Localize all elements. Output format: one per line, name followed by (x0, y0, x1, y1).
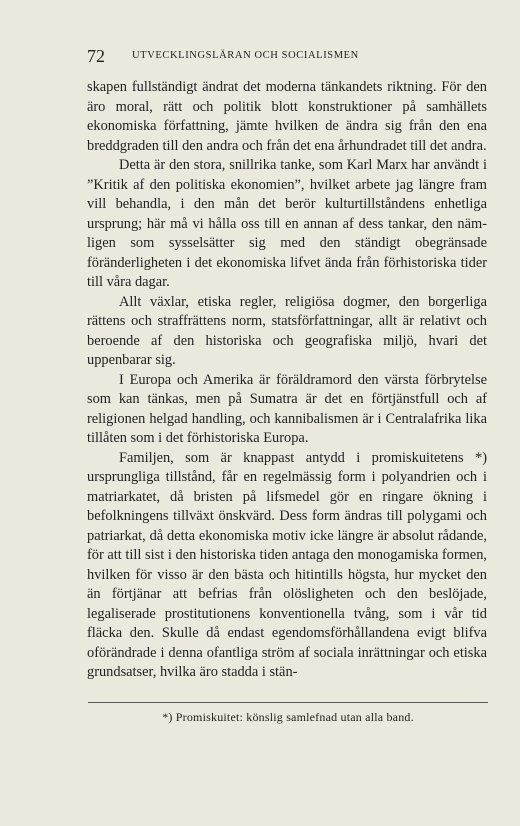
footnote: *) Promiskuitet: könslig samlefnad utan alla band. (162, 710, 414, 724)
paragraph-2: Detta är den stora, snillrika tanke, som Karl Marx har användt i ”Kritik af den politiska ekonomien”, hvilket arbete jag längre fram vill behandla, i den mån det berör kulturtillståndens enhetliga ursprung; här må vi hålla oss till en annan af dess tankar, den nämligen som sysselsätter sig med den ständigt obegränsade föränderligheten i det ekonomiska lifvet ända från förhistoriska tider till våra dagar. (87, 157, 487, 290)
paragraph-5: Familjen, som är knappast antydd i promiskuitetens *) ursprungliga tillstånd, får en regelmässig form i polyandrien och i matriarkatet, då bristen på lifsmedel gör en ringare ökning i befolkningens tillväxt önskvärd. Dess form ändras till polygami och patriarkat, då detta ekonomiska motiv icke längre är absolut rådande, för att till sist i den historiska tiden antaga den monogamiska formen, hvilken för visso är den bästa och hitintills högsta, hur mycket den än förtjänar att befrias från olösligheten och den beslöjade, legaliserade prostitutionens konventionella tvång, som i vår tid fläcka den. Skulle då endast egendomsförhållandena evigt blifva oförändrade i denna ofantliga ström af sociala inrättningar och etiska grundsatser, hvilka äro stadda i stän- (87, 449, 487, 680)
paragraph-1: skapen fullständigt ändrat det moderna tänkandets riktning. För den äro moral, rätt och politik blott konstruktioner på samhällets ekonomiska författning, jämte hvilken de ändra sig från den ena breddgraden till den andra och från det ena århundradet till det andra. (87, 79, 487, 154)
running-title: UTVECKLINGSLÄRAN OCH SOCIALISMEN (132, 50, 359, 61)
footnote-rule (88, 702, 488, 703)
page-header (87, 45, 485, 67)
body-text (87, 78, 487, 683)
page-number: 72 (87, 46, 105, 66)
paragraph-3: Allt växlar, etiska regler, religiösa dogmer, den borgerliga rättens och straffrättens norm, statsförfattningar, allt är relativt och beroende af den historiska och geografiska miljö, hvari det uppenbarar sig. (87, 293, 487, 368)
paragraph-4: I Europa och Amerika är föräldramord den värsta förbrytelse som kan tänkas, men på Sumatra är det en förtjänstfull och af religionen helgad handling, och kannibalismen är i Centralafrika lika tillåten som i det förhistoriska Europa. (87, 371, 487, 446)
